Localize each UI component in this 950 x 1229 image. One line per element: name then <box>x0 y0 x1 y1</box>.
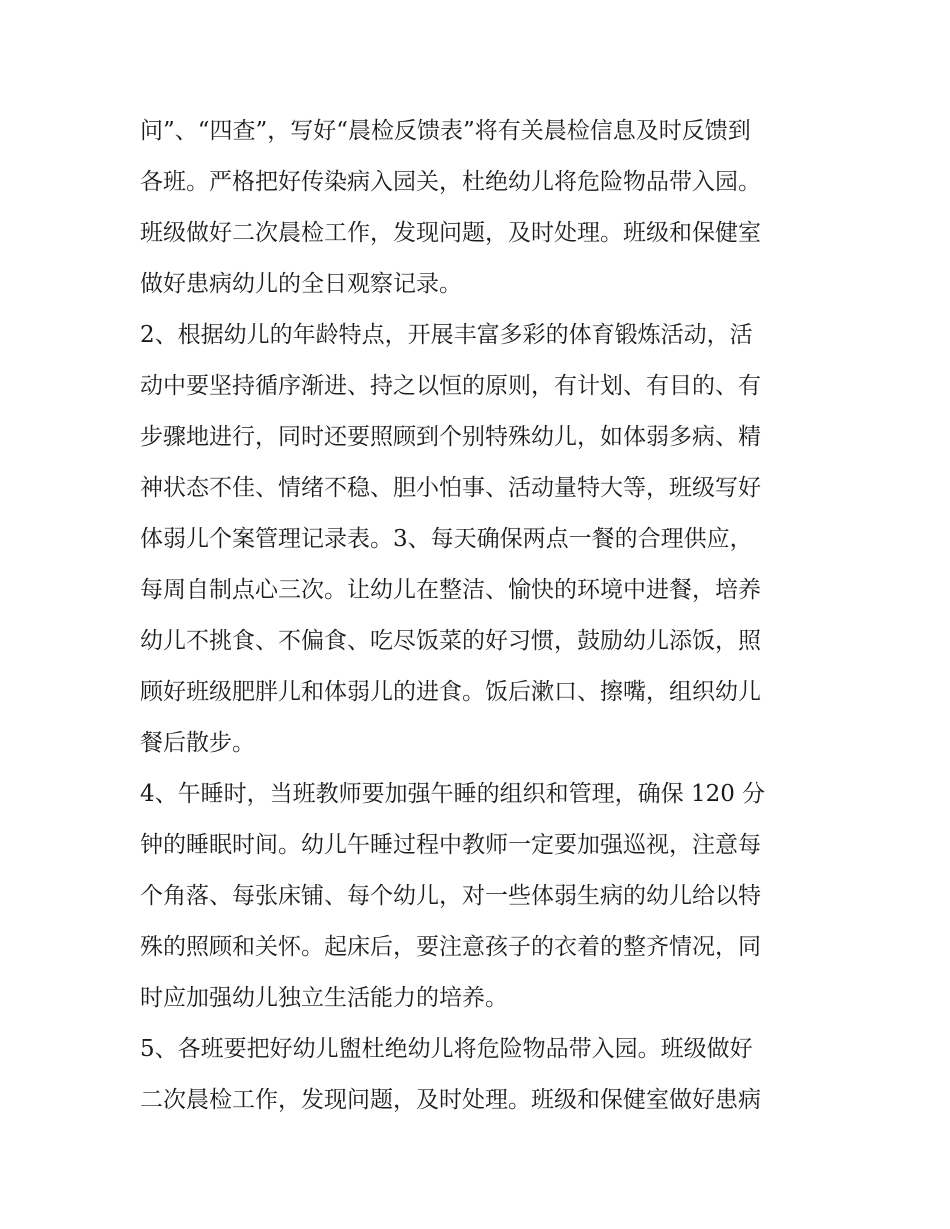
text-line: 体弱儿个案管理记录表。3、每天确保两点一餐的合理供应， <box>140 526 753 552</box>
text-line: 2、根据幼儿的年龄特点，开展丰富多彩的体育锻炼活动，活 <box>140 322 753 348</box>
text-line: 动中要坚持循序渐进、持之以恒的原则，有计划、有目的、有 <box>140 373 761 399</box>
text-line: 顾好班级肥胖儿和体弱儿的进食。饭后漱口、擦嘴，组织幼儿 <box>140 679 761 705</box>
text-line: 二次晨检工作，发现问题，及时处理。班级和保健室做好患病 <box>140 1087 761 1113</box>
text-line: 殊的照顾和关怀。起床后，要注意孩子的衣着的整齐情况，同 <box>140 934 761 960</box>
text-line: 问”、“四查”，写好“晨检反馈表”将有关晨检信息及时反馈到 <box>140 118 751 144</box>
text-line: 时应加强幼儿独立生活能力的培养。 <box>140 985 508 1011</box>
text-line: 餐后散步。 <box>140 730 255 756</box>
text-line: 做好患病幼儿的全日观察记录。 <box>140 271 462 297</box>
text-line: 班级做好二次晨检工作，发现问题，及时处理。班级和保健室 <box>140 220 761 246</box>
text-line: 幼儿不挑食、不偏食、吃尽饭菜的好习惯，鼓励幼儿添饭，照 <box>140 628 761 654</box>
document-body <box>140 106 820 1126</box>
text-line: 个角落、每张床铺、每个幼儿，对一些体弱生病的幼儿给以特 <box>140 883 761 909</box>
text-line: 每周自制点心三次。让幼儿在整洁、愉快的环境中进餐，培养 <box>140 577 761 603</box>
text-line: 各班。严格把好传染病入园关，杜绝幼儿将危险物品带入园。 <box>140 169 761 195</box>
text-line: 步骤地进行，同时还要照顾到个别特殊幼儿，如体弱多病、精 <box>140 424 761 450</box>
text-line: 5、各班要把好幼儿盥杜绝幼儿将危险物品带入园。班级做好 <box>140 1036 753 1062</box>
text-line: 钟的睡眠时间。幼儿午睡过程中教师一定要加强巡视，注意每 <box>140 832 761 858</box>
text-line: 4、午睡时，当班教师要加强午睡的组织和管理，确保 120 分 <box>140 781 766 807</box>
text-line: 神状态不佳、情绪不稳、胆小怕事、活动量特大等，班级写好 <box>140 475 761 501</box>
